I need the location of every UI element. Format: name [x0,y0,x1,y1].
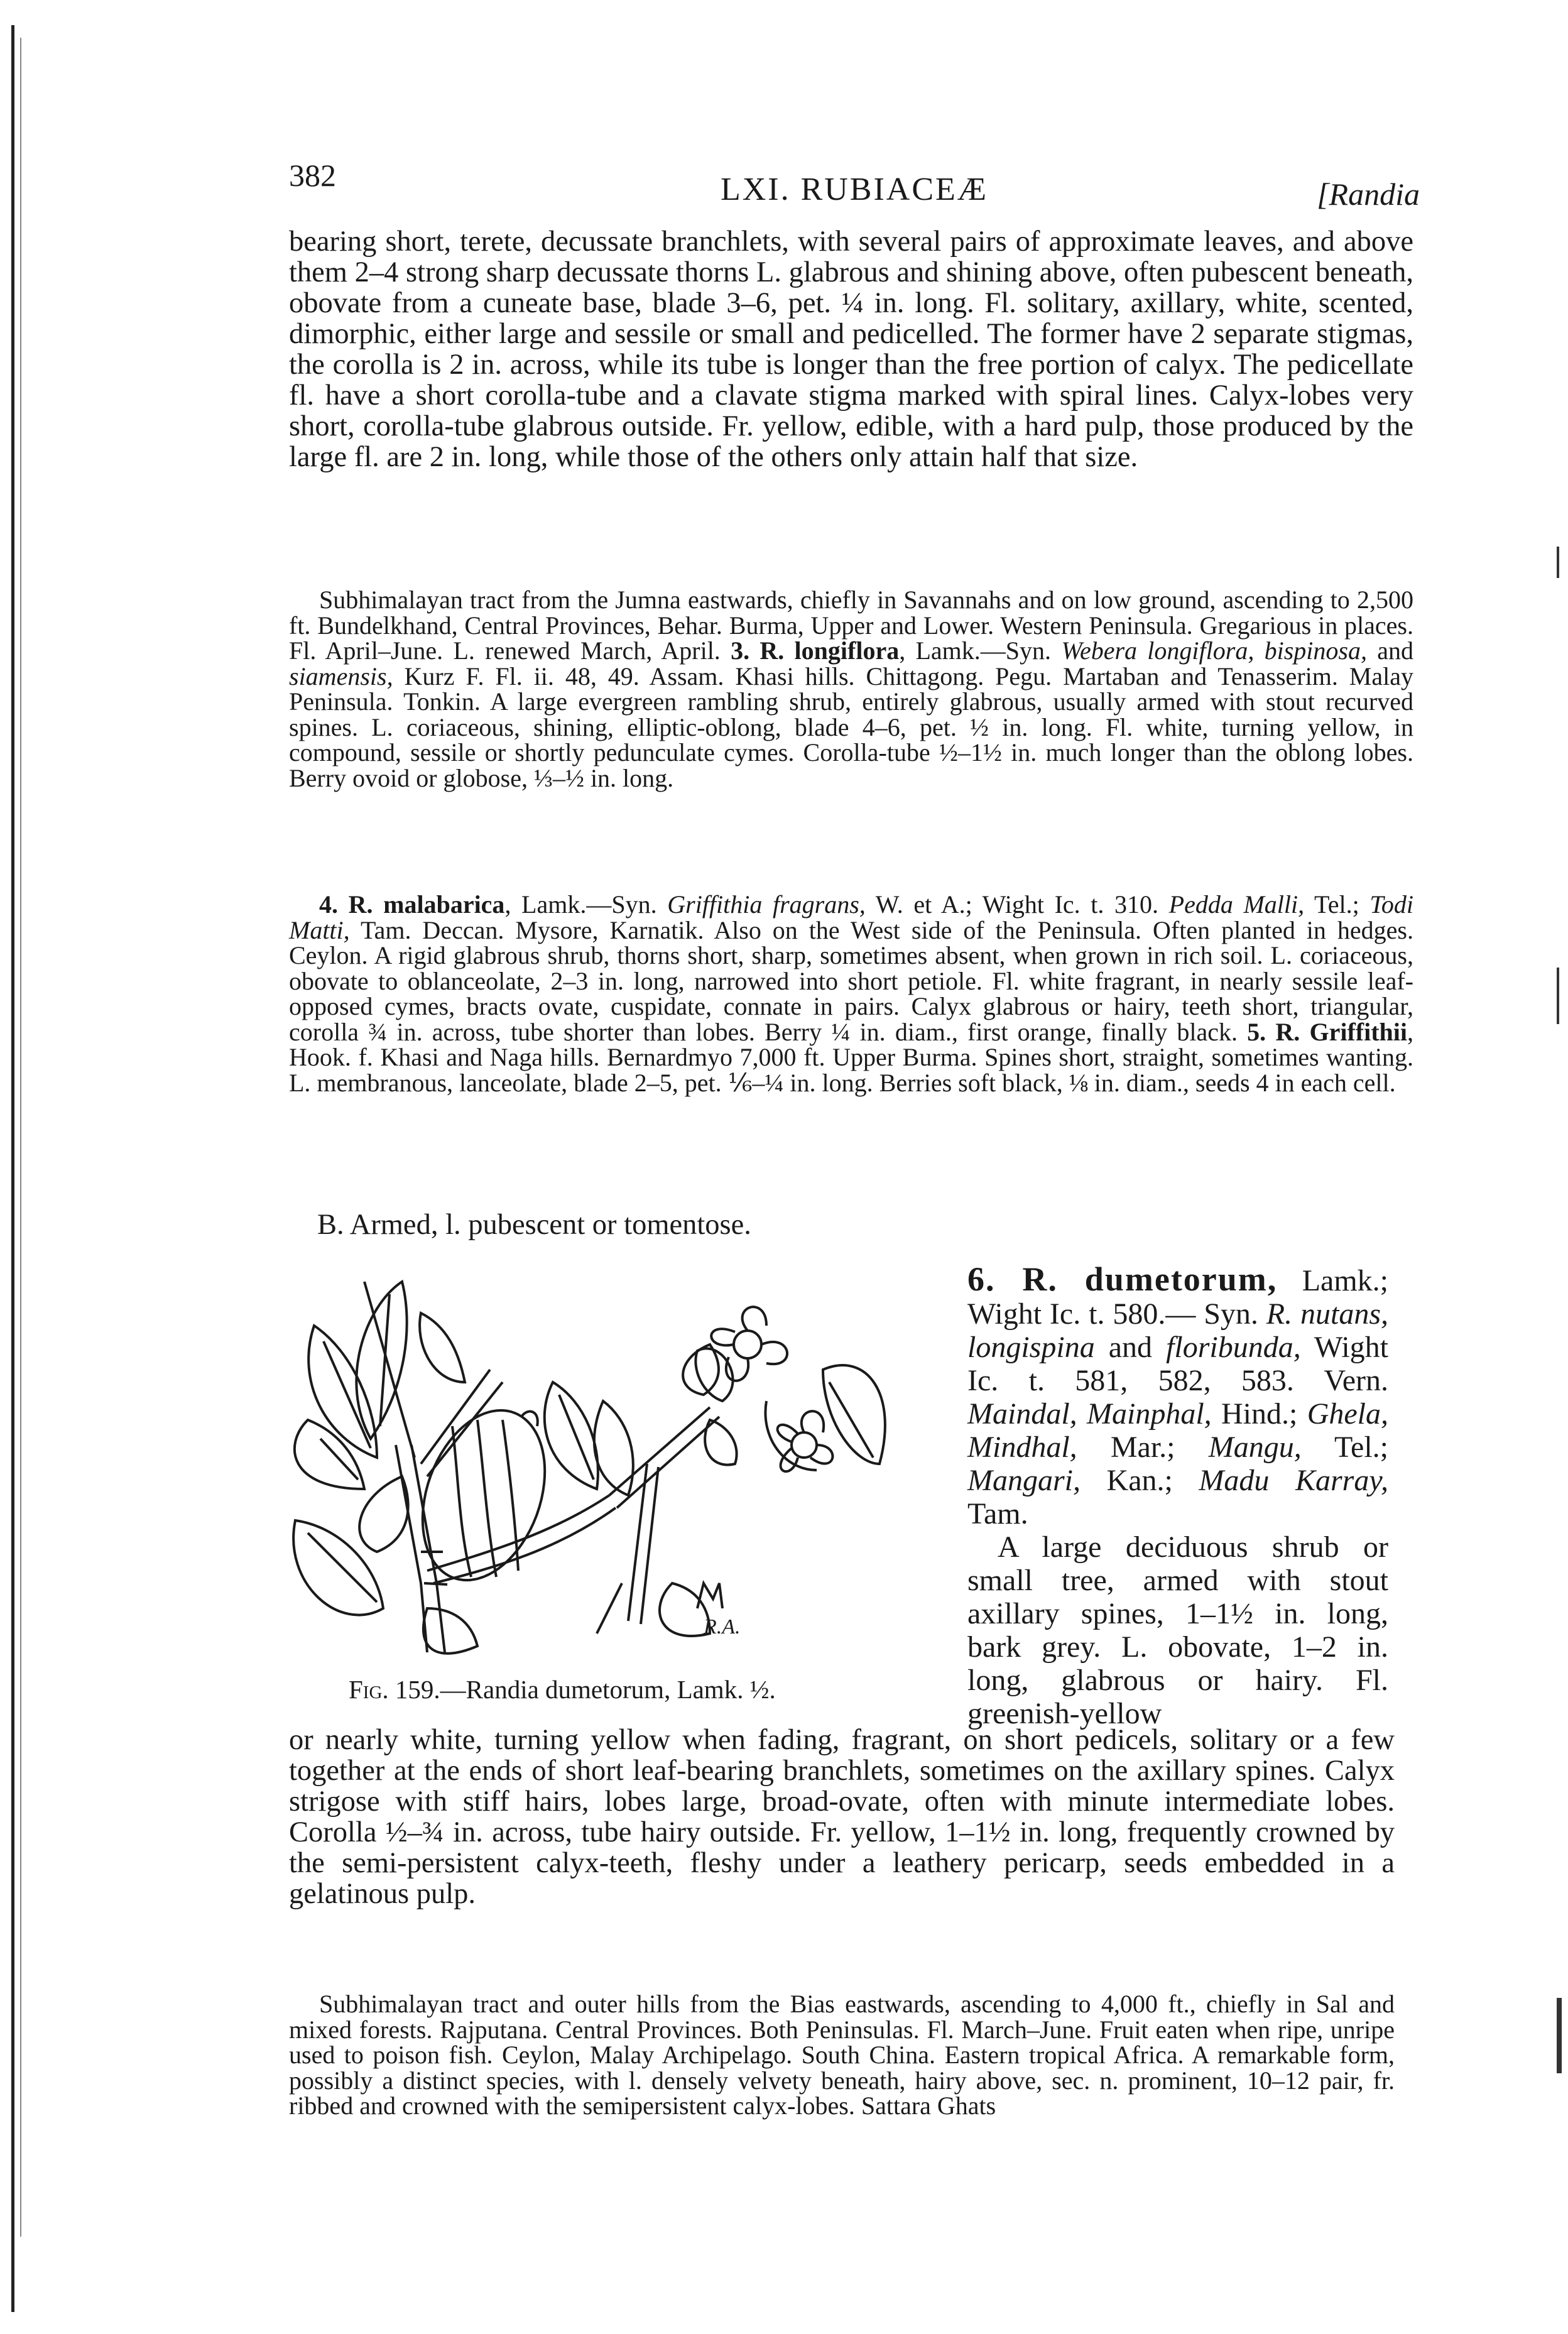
species-name: 4. R. malabarica [319,890,505,919]
species-name: 3. R. longiflora [731,636,900,665]
paragraph-distribution-longiflora: Subhimalayan tract from the Jumna eastwards, chiefly in Savannahs and on low ground, ascending to 2,500 ft. Bundelkhand, Central Provinces, Behar. Burma, Upper and Lower. Western Peninsula. Gregarious in places. Fl. April–June. L. renewed March, April. 3. R. longiflora, Lamk.—Syn. Webera longiflora, bispinosa, and siamensis, Kurz F. Fl. ii. 48, 49. Assam. Khasi hills. Chittagong. Pegu. Martaban and Tenasserim. Malay Peninsula. Tonkin. A large evergreen rambling shrub, entirely glabrous, usually armed with stout recurved spines. L. coriaceous, shining, elliptic-oblong, blade 4–6, pet. ½ in. long. Fl. white, turning yellow, in compound, sessile or shortly pedunculate cymes. Corolla-tube ½–1½ in. much longer than the oblong lobes. Berry ovoid or globose, ⅓–½ in. long. [289,586,1413,792]
figure-caption: Fig. 159.—Randia dumetorum, Lamk. ½. [349,1675,776,1704]
randia-dumetorum-drawing [270,1257,961,1659]
running-head: [Randia [1317,177,1420,212]
species-description: A large deciduous shrub or small tree, armed with stout axillary spines, 1–1½ in. long, bark grey. L. obovate, 1–2 in. long, glabrous or hairy. Fl. greenish-yellow [967,1530,1388,1730]
scan-edge-line [11,25,14,2312]
species-entry-dumetorum: 6. R. dumetorum, Lamk.; Wight Ic. t. 580.— Syn. R. nutans, longispina and floribunda, Wight Ic. t. 581, 582, 583. Vern. Maindal, Mainphal, Hind.; Ghela, Mindhal, Mar.; Mangu, Tel.; Mangari, Kan.; Madu Karray, Tam. A large deciduous shrub or small tree, armed with stout axillary spines, 1–1½ in. long, bark grey. L. obovate, 1–2 in. long, glabrous or hairy. Fl. greenish-yellow [967,1260,1389,1730]
paragraph-dumetorum-continued: or nearly white, turning yellow when fading, fragrant, on short pedicels, solitary or a few together at the ends of short leaf-bearing branchlets, sometimes on the axillary spines. Calyx strigose with stiff hairs, lobes large, broad-ovate, often with minute intermediate lobes. Corolla ½–¾ in. across, tube hairy outside. Fr. yellow, 1–1½ in. long, frequently crowned by the semi-persistent calyx-teeth, fleshy under a leathery pericarp, seeds embedded in a gelatinous pulp. [289,1724,1395,1910]
species-heading: 6. R. dumetorum, [967,1260,1278,1298]
margin-mark [1557,1998,1562,2073]
page-number: 382 [289,158,336,193]
paragraph-dumetorum-distribution: Subhimalayan tract and outer hills from the Bias eastwards, ascending to 4,000 ft., chiefly in Sal and mixed forests. Rajputana. Central Provinces. Both Peninsulas. Fl. March–June. Fruit eaten when ripe, unripe used to poison fish. Ceylon, Malay Archipelago. South China. Eastern tropical Africa. A remarkable form, possibly a distinct species, with l. densely velvety beneath, hairy above, sec. n. prominent, 10–12 pair, fr. ribbed and crowned with the semipersistent calyx-lobes. Sattara Ghats [289,1990,1395,2120]
artist-initials: R.A. [704,1615,741,1639]
section-heading-b: B. Armed, l. pubescent or tomentose. [317,1209,751,1241]
page-header [289,157,1420,212]
species-name: 5. R. Griffithii [1247,1017,1407,1046]
margin-mark [1557,968,1559,1024]
figure-illustration [270,1257,961,1659]
paragraph-description: bearing short, terete, decussate branchlets, with several pairs of approximate leaves, and above them 2–4 strong sharp decussate thorns L. glabrous and shining above, often pubescent beneath, obovate from a cuneate base, blade 3–6, pet. ¼ in. long. Fl. solitary, axillary, white, scented, dimorphic, either large and sessile or small and pedicelled. The former have 2 separate stigmas, the corolla is 2 in. across, while its tube is longer than the free portion of calyx. The pedicellate fl. have a short corolla-tube and a clavate stigma marked with spiral lines. Calyx-lobes very short, corolla-tube glabrous outside. Fr. yellow, edible, with a hard pulp, those produced by the large fl. are 2 in. long, while those of the others only attain half that size. [289,226,1413,473]
chapter-title: LXI. RUBIACEÆ [720,172,989,207]
margin-mark [1557,547,1559,578]
scan-edge-line-secondary [20,38,21,2237]
paragraph-malabarica: 4. R. malabarica, Lamk.—Syn. Griffithia fragrans, W. et A.; Wight Ic. t. 310. Pedda Malli, Tel.; Todi Matti, Tam. Deccan. Mysore, Karnatik. Also on the West side of the Peninsula. Often planted in hedges. Ceylon. A rigid glabrous shrub, thorns short, sharp, sometimes absent, when grown in rich soil. L. coriaceous, obovate to oblanceolate, 2–3 in. long, narrowed into short petiole. Fl. white fragrant, in nearly sessile leaf-opposed cymes, bracts ovate, cuspidate, connate in pairs. Calyx glabrous or hairy, teeth short, triangular, corolla ¾ in. across, tube shorter than lobes. Berry ¼ in. diam., first orange, finally black. 5. R. Griffithii, Hook. f. Khasi and Naga hills. Bernardmyo 7,000 ft. Upper Burma. Spines short, straight, sometimes wanting. L. membranous, lanceolate, blade 2–5, pet. ⅙–¼ in. long. Berries soft black, ⅛ in. diam., seeds 4 in each cell. [289,890,1413,1097]
